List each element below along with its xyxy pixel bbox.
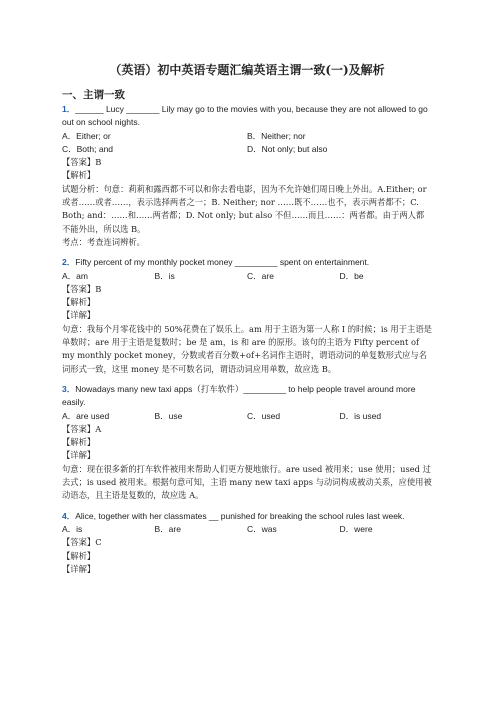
question-stem — [62, 510, 432, 523]
question-text: Fifty percent of my monthly pocket money _________ spent on entertainment. — [75, 257, 370, 268]
detail-label: 【详解】 — [62, 450, 96, 461]
question-number: 1． — [62, 104, 76, 114]
answer-label: 【答案】B — [62, 283, 102, 294]
option-a: A．Either; or — [62, 130, 111, 141]
option-b: B．are — [154, 523, 181, 534]
explanation: 句意：现在很多新的打车软件被用来帮助人们更方便地旅行。are used 被用来；use 使用；used 过去式；is used 被用来。根据句意可知，主语 many new taxi apps 与动词构成被动关系，应使用被动语态，且主语是复数的，故应选 A。 — [62, 463, 432, 501]
option-c: C．Both; and — [62, 143, 114, 154]
question-text: Alice, together with her classmates __ punished for breaking the school rules last week. — [75, 510, 405, 521]
question-3 — [62, 383, 432, 503]
option-b: B．use — [154, 410, 183, 421]
page-title: （英语）初中英语专题汇编英语主谓一致(一)及解析 — [109, 63, 385, 77]
answer-label: 【答案】C — [62, 537, 102, 548]
question-4 — [62, 510, 432, 576]
options — [62, 270, 432, 283]
question-2 — [62, 256, 432, 376]
option-b: B．is — [154, 270, 175, 281]
explanation: 试题分析：句意：莉莉和露西都不可以和你去看电影，因为不允许她们周日晚上外出。A.Either; or 或者……或者……，表示选择两者之一；B. Neither; nor ……既不……也不，表示两者都不；C. Both; and：……和……两者都；D. Not only; but also 不但……而且……：两者都。由于两人都不能外出，所以选 B。 — [62, 183, 427, 234]
option-d: D．Not only; but also — [247, 143, 328, 154]
detail-label: 【详解】 — [62, 563, 96, 574]
question-number: 4． — [62, 510, 76, 521]
option-b: B．Neither; nor — [247, 130, 306, 141]
analysis-label: 【解析】 — [62, 437, 96, 448]
question-stem — [62, 383, 432, 410]
option-a: A．are used — [62, 410, 110, 421]
option-c: C．are — [247, 270, 274, 281]
option-c: C．used — [247, 410, 281, 421]
analysis-label: 【解析】 — [62, 550, 96, 561]
analysis-label: 【解析】 — [62, 170, 96, 181]
question-number: 2． — [62, 257, 76, 268]
options — [62, 130, 432, 157]
question-text: Nowadays many new taxi apps（打车软件）_________ to help people travel around more easily. — [62, 383, 416, 408]
option-d: D．is used — [339, 410, 382, 421]
option-d: D．be — [339, 270, 364, 281]
question-1 — [62, 103, 432, 249]
options — [62, 410, 432, 423]
question-stem — [62, 256, 432, 269]
question-stem — [62, 103, 432, 130]
answer-label: 【答案】B — [62, 157, 102, 168]
explanation: 句意：我每个月零花钱中的 50%花费在了娱乐上。am 用于主语为第一人称 I 的时候；is 用于主语是单数时；are 用于主语是复数时；be 是 am，is 和 are 的原形。该句的主语为 Fifty percent of my monthly pocket money，分数或者百分数+of+名词作主语时，谓语动词的单复数形式应与名词形式一致，这里 money 是不可数名词，谓语动词应用单数，故应选 B。 — [62, 323, 432, 374]
section-heading: 一、主谓一致 — [62, 89, 125, 101]
question-text: ______ Lucy _______ Lily may go to the movies with you, because they are not allowed to go out on school nights. — [62, 104, 428, 128]
answer-label: 【答案】A — [62, 423, 102, 434]
question-number: 3． — [62, 383, 76, 394]
option-a: A．am — [62, 270, 88, 281]
analysis-label: 【解析】 — [62, 297, 96, 308]
option-d: D．were — [339, 523, 373, 534]
option-c: C．was — [247, 523, 277, 534]
note: 考点：考查连词辨析。 — [62, 236, 145, 247]
option-a: A．is — [62, 523, 83, 534]
detail-label: 【详解】 — [62, 310, 96, 321]
options — [62, 523, 432, 536]
